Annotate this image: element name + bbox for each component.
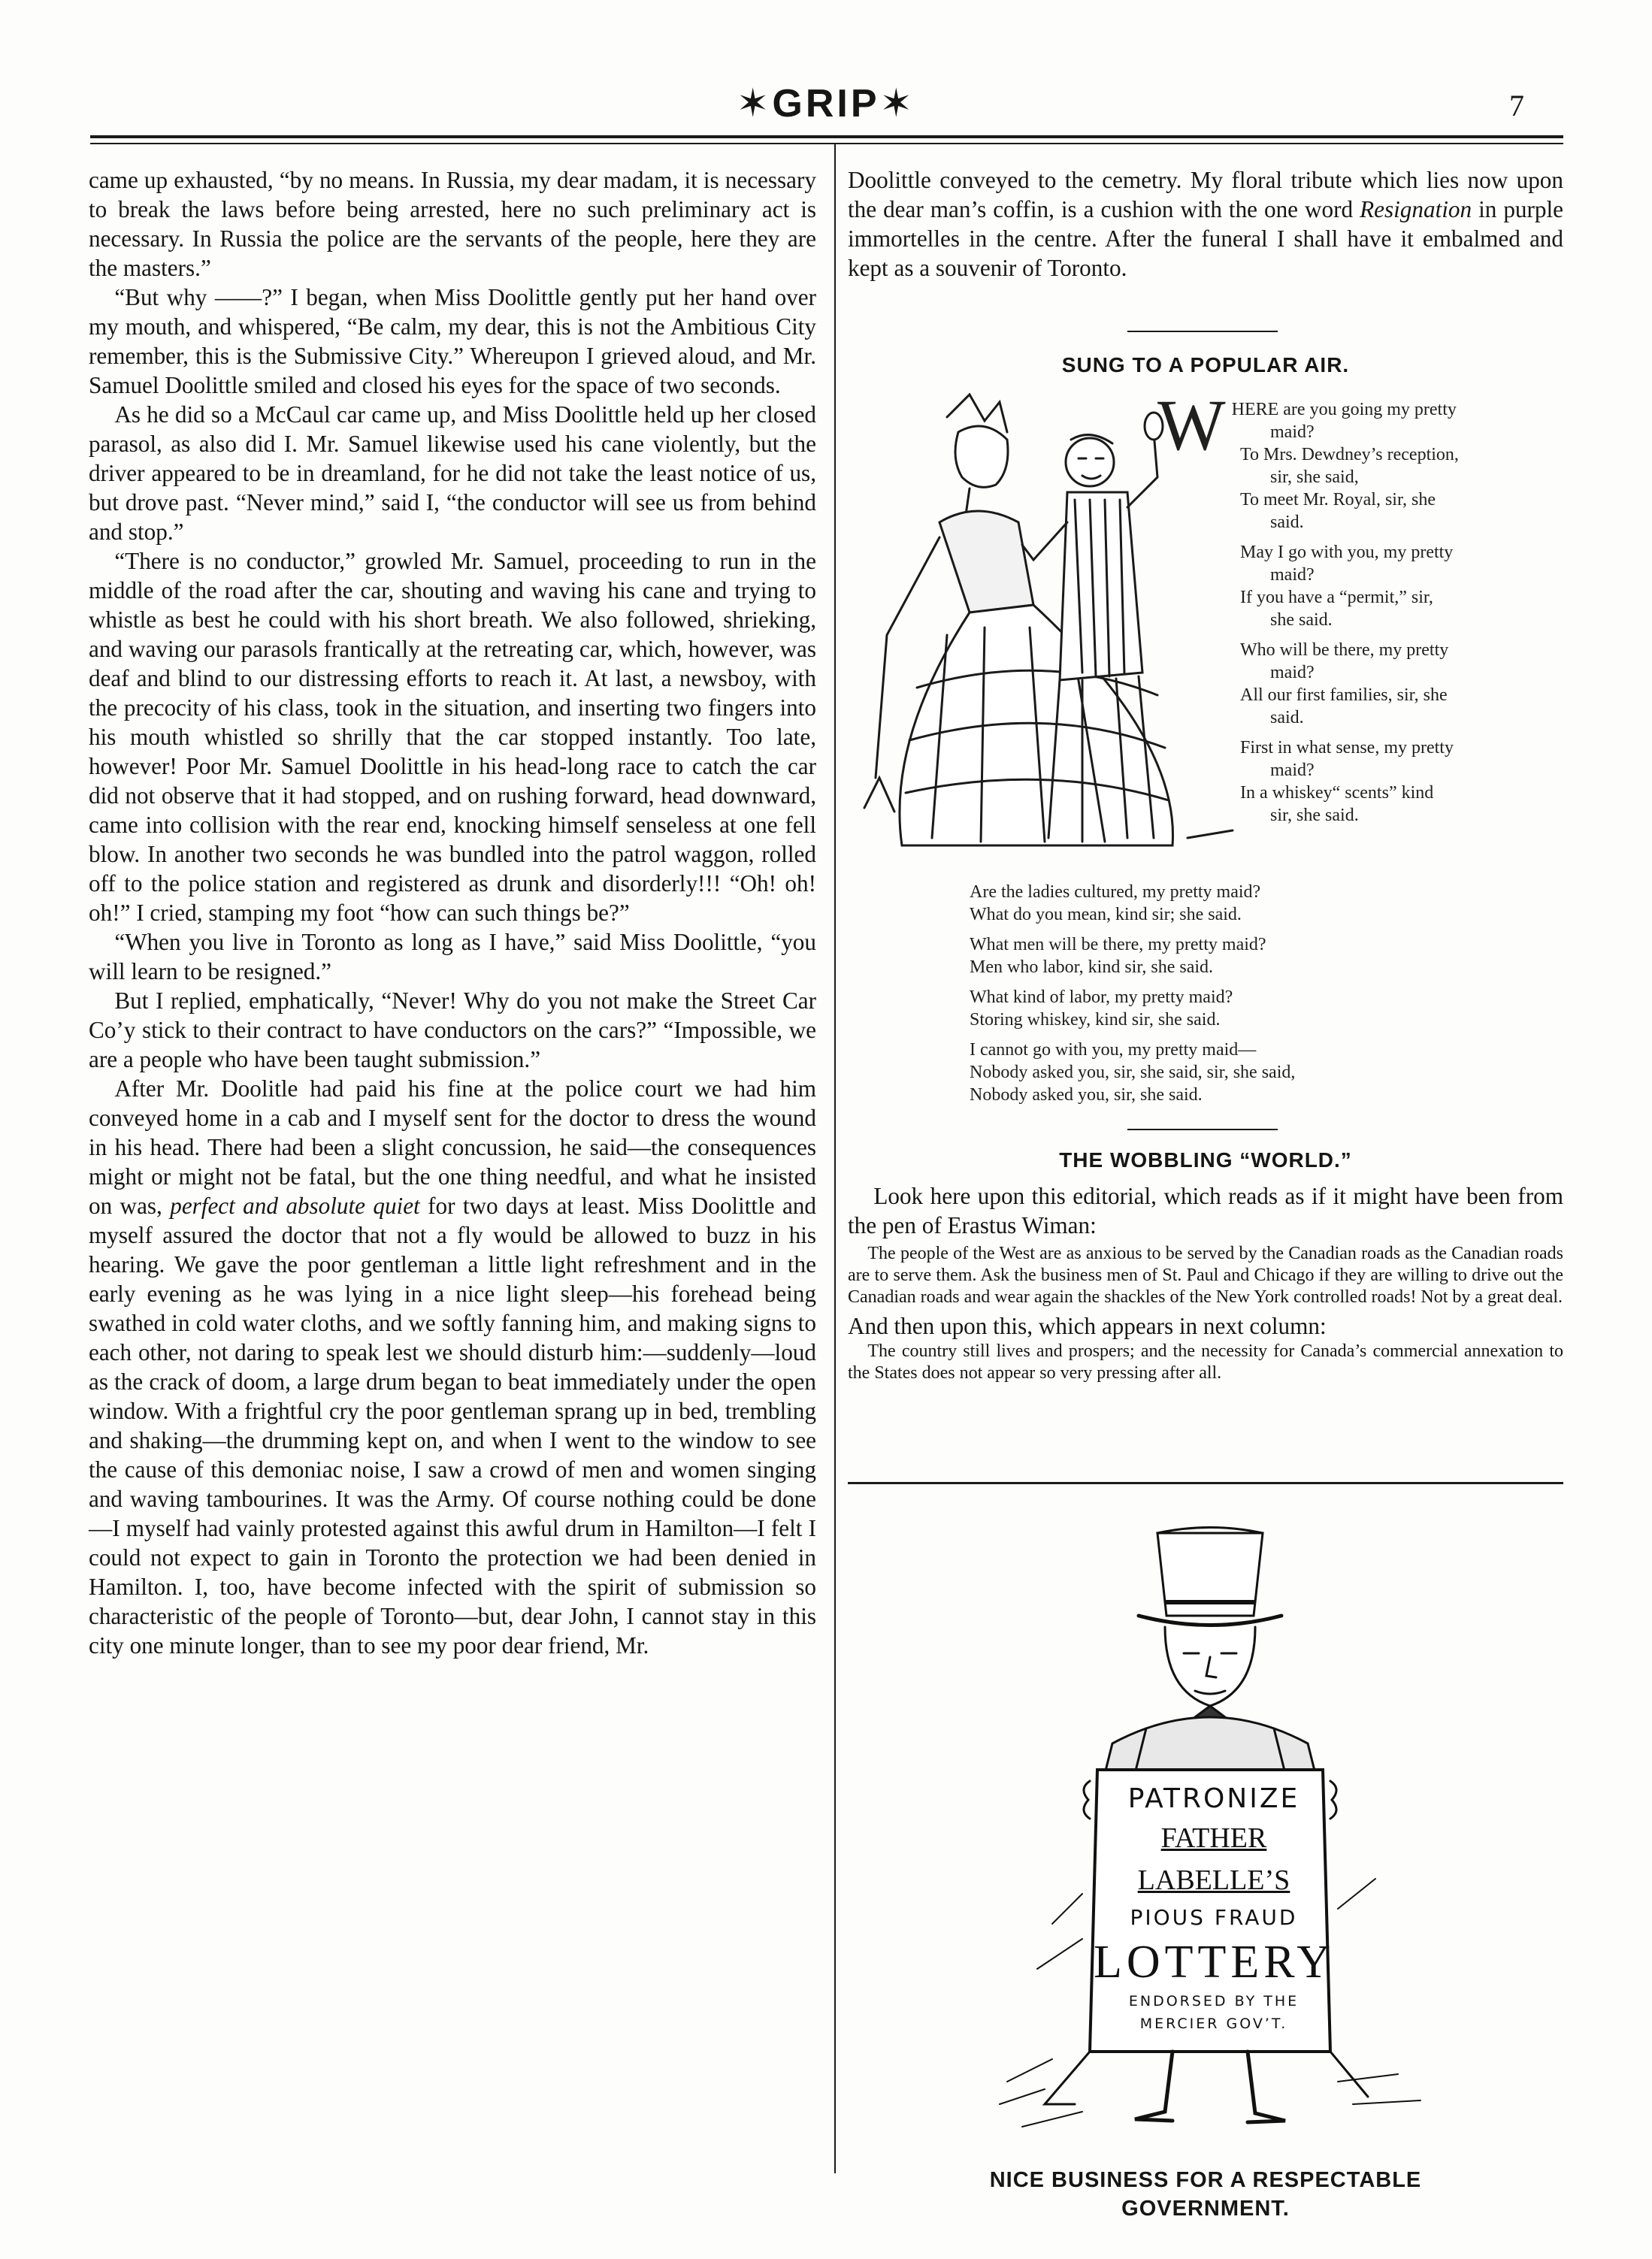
right-column [848,165,1563,283]
drop-cap: W [1157,385,1226,465]
left-column [89,165,816,1660]
header-rule-thick [90,135,1563,138]
poem-line: she said. [1270,610,1333,630]
emphasized-text: Resignation [1360,196,1472,222]
sign-line: PIOUS FRAUD [1130,1905,1298,1930]
poem-line: Storing whiskey, kind sir, she said. [970,1010,1221,1030]
poem-line: May I go with you, my pretty [1240,543,1454,562]
poem-line: Who will be there, my pretty [1240,640,1449,660]
poem-line: said. [1270,513,1304,532]
wobbling-middle: And then upon this, which appears in next column: [848,1313,1327,1339]
wobbling-quote: The country still lives and prospers; and the necessity for Canada’s commercial annexation to the States does not appear so very pressing after all. [848,1341,1563,1383]
emphasized-text: perfect and absolute quiet [170,1193,420,1219]
poem-line: maid? [1270,663,1315,682]
left-paragraph: But I replied, emphatically, “Never! Why do you not make the Street Car Co’y stick to their contract to have conductors on the cars?” “Impossible, we are a people who have been taught submission.” [89,987,816,1072]
poem-line: All our first families, sir, she [1240,685,1448,705]
caption-line: GOVERNMENT. [1121,2197,1290,2221]
section-rule [1127,331,1278,332]
poem-line: Men who labor, kind sir, she said. [970,957,1214,977]
poem-illustrated-verses [1157,385,1563,827]
lottery-sign [1094,1781,1334,2035]
poem-line: What men will be there, my pretty maid? [970,935,1266,954]
left-paragraph: “There is no conductor,” growled Mr. Samuel, proceeding to run in the middle of the road after the car, shouting and waving his cane and trying to whistle as best he could with his short breath. We also followed, shrieking, and waving our parasols frantically at the retreating car, which, however, was deaf and blind to our distressing efforts to reach it. At last, a newsboy, with the precocity of his class, took in the situation, and inserting two fingers into his mouth whistled so shrilly that the car stopped instantly. Too late, however! Poor Mr. Samuel Doolittle in his head-long race to catch the car did not observe that it had stopped, and on rushing forward, head downward, came into collision with the rear end, knocking himself senseless at one fell blow. In another two seconds he was bundled into the patrol waggon, rolled off to the police station and registered as drunk and disorderly!!! “Oh! oh! oh!” I cried, stamping my foot “how can such things be?” [89,548,816,926]
poem-line: If you have a “permit,” sir, [1240,588,1433,607]
wobbling-title: THE WOBBLING “WORLD.” [1059,1148,1352,1172]
poem-line: HERE are you going my pretty [1231,400,1457,419]
cartoon-caption [848,2166,1563,2223]
sign-line: LOTTERY [1094,1937,1335,1988]
paragraph-text: After Mr. Doolitle had paid his fine at the police court we had him conveyed home in a cab and I myself sent for the doctor to dress the wound in his head. There had been a slight concussion, he said—the consequences might or might not be fatal, but the one thing needful, and what he insisted on was, [89,1075,816,1219]
left-paragraph: As he did so a McCaul car came up, and Miss Doolittle held up her closed parasol, as also did I. Mr. Samuel likewise used his cane violently, but the driver appeared to be in dreamland, for he did not take the least notice of us, but drove past. “Never mind,” said I, “the conductor will see us from behind and stop.” [89,401,816,545]
paragraph-text: Doolittle conveyed to the cemetry. My floral tribute which lies now upon the dear man’s coffin, is a cushion with the one word [848,167,1563,222]
page-number: 7 [1509,89,1524,122]
sign-line: MERCIER GOV’T. [1139,2016,1288,2032]
poem-line: To Mrs. Dewdney’s reception, [1240,445,1459,464]
section-rule [1127,1129,1278,1130]
right-intro-paragraph [848,165,1563,283]
poem-line: What kind of labor, my pretty maid? [970,987,1233,1007]
sign-line: ENDORSED BY THE [1128,1993,1300,2010]
poem-line: maid? [1270,422,1315,442]
section-rule [848,1482,1563,1484]
left-paragraph: came up exhausted, “by no means. In Russia, my dear madam, it is necessary to break the laws before being arrested, here no such preliminary act is necessary. In Russia the police are the servants of the people, here they are the masters.” [89,167,816,281]
paragraph-text: for two days at least. Miss Doolittle and myself assured the doctor that not a fly would be allowed to buzz in his hearing. We gave the poor gentleman a little light refreshment and in the early evening as he was lying in a nice light sleep—his forehead being swathed in cold water cloths, and we softly fanning him, and making signs to each other, not daring to speak lest we should disturb him:—suddenly—loud as the crack of doom, a large drum began to beat immediately under the open window. With a frightful cry the poor gentleman sprang up in bed, trembling and shaking—the drumming kept on, and when I went to the window to see the cause of this demoniac noise, I saw a crowd of men and women singing and waving tambourines. It was the Army. Of course nothing could be done—I myself had vainly protested against this awful drum in Hamilton—I felt I could not expect to gain in Toronto the protection we had been denied in Hamilton. I, too, have become infected with the spirit of submission so characteristic of the people of Toronto—but, dear John, I cannot stay in this city one minute longer, than to see my poor dear friend, Mr. [89,1193,816,1659]
header-rule-thin [90,143,1563,144]
caption-line: NICE BUSINESS FOR A RESPECTABLE [989,2168,1422,2192]
poem-line: sir, she said, [1270,467,1359,487]
poem-line: In a whiskey“ scents” kind [1240,783,1434,803]
poem-line: I cannot go with you, my pretty maid— [970,1040,1257,1060]
poem-line: What do you mean, kind sir; she said. [970,905,1242,924]
sign-line: PATRONIZE [1127,1783,1300,1814]
left-paragraph: “But why ——?” I began, when Miss Doolittle gently put her hand over my mouth, and whispered, “Be calm, my dear, this is not the Ambitious City remember, this is the Submissive City.” Whereupon I grieved aloud, and Mr. Samuel Doolittle smiled and closed his eyes for the space of two seconds. [89,284,816,398]
poem-line: Nobody asked you, sir, she said. [970,1085,1203,1105]
wobbling-quote: The people of the West are as anxious to be served by the Canadian roads as the Canadian roads are to serve them. Ask the business men of St. Paul and Chicago if they are willing to drive out the Canadian roads and wear again the shackles of the New York controlled roads! Not by a great deal. [848,1244,1563,1307]
poem-line: To meet Mr. Royal, sir, she [1240,490,1436,510]
column-divider [834,144,836,2173]
poem-line: Are the ladies cultured, my pretty maid? [970,882,1261,902]
poem-line: sir, she said. [1270,806,1359,825]
left-paragraph [89,1074,816,1660]
wobbling-intro: Look here upon this editorial, which reads as if it might have been from the pen of Erastus Wiman: [848,1183,1563,1238]
left-paragraph: “When you live in Toronto as long as I have,” said Miss Doolittle, “you will learn to be resigned.” [89,929,816,984]
wobbling-section [848,1181,1563,1384]
poem-line: maid? [1270,761,1315,780]
poem-line: Nobody asked you, sir, she said, sir, she said, [970,1063,1296,1082]
poem-title: SUNG TO A POPULAR AIR. [1061,353,1350,376]
poem-line: maid? [1270,565,1315,585]
poem-line: First in what sense, my pretty [1240,738,1454,758]
sign-line: FATHER LABELLE’S [1137,1822,1290,1896]
poem-verses [970,881,1541,1106]
masthead-title: ✶GRIP✶ [736,82,916,126]
poem-line: said. [1270,708,1304,727]
paragraph-text: in purple immortelles in the centre. After the funeral I shall have it embalmed and kept as a souvenir of Toronto. [848,196,1563,281]
